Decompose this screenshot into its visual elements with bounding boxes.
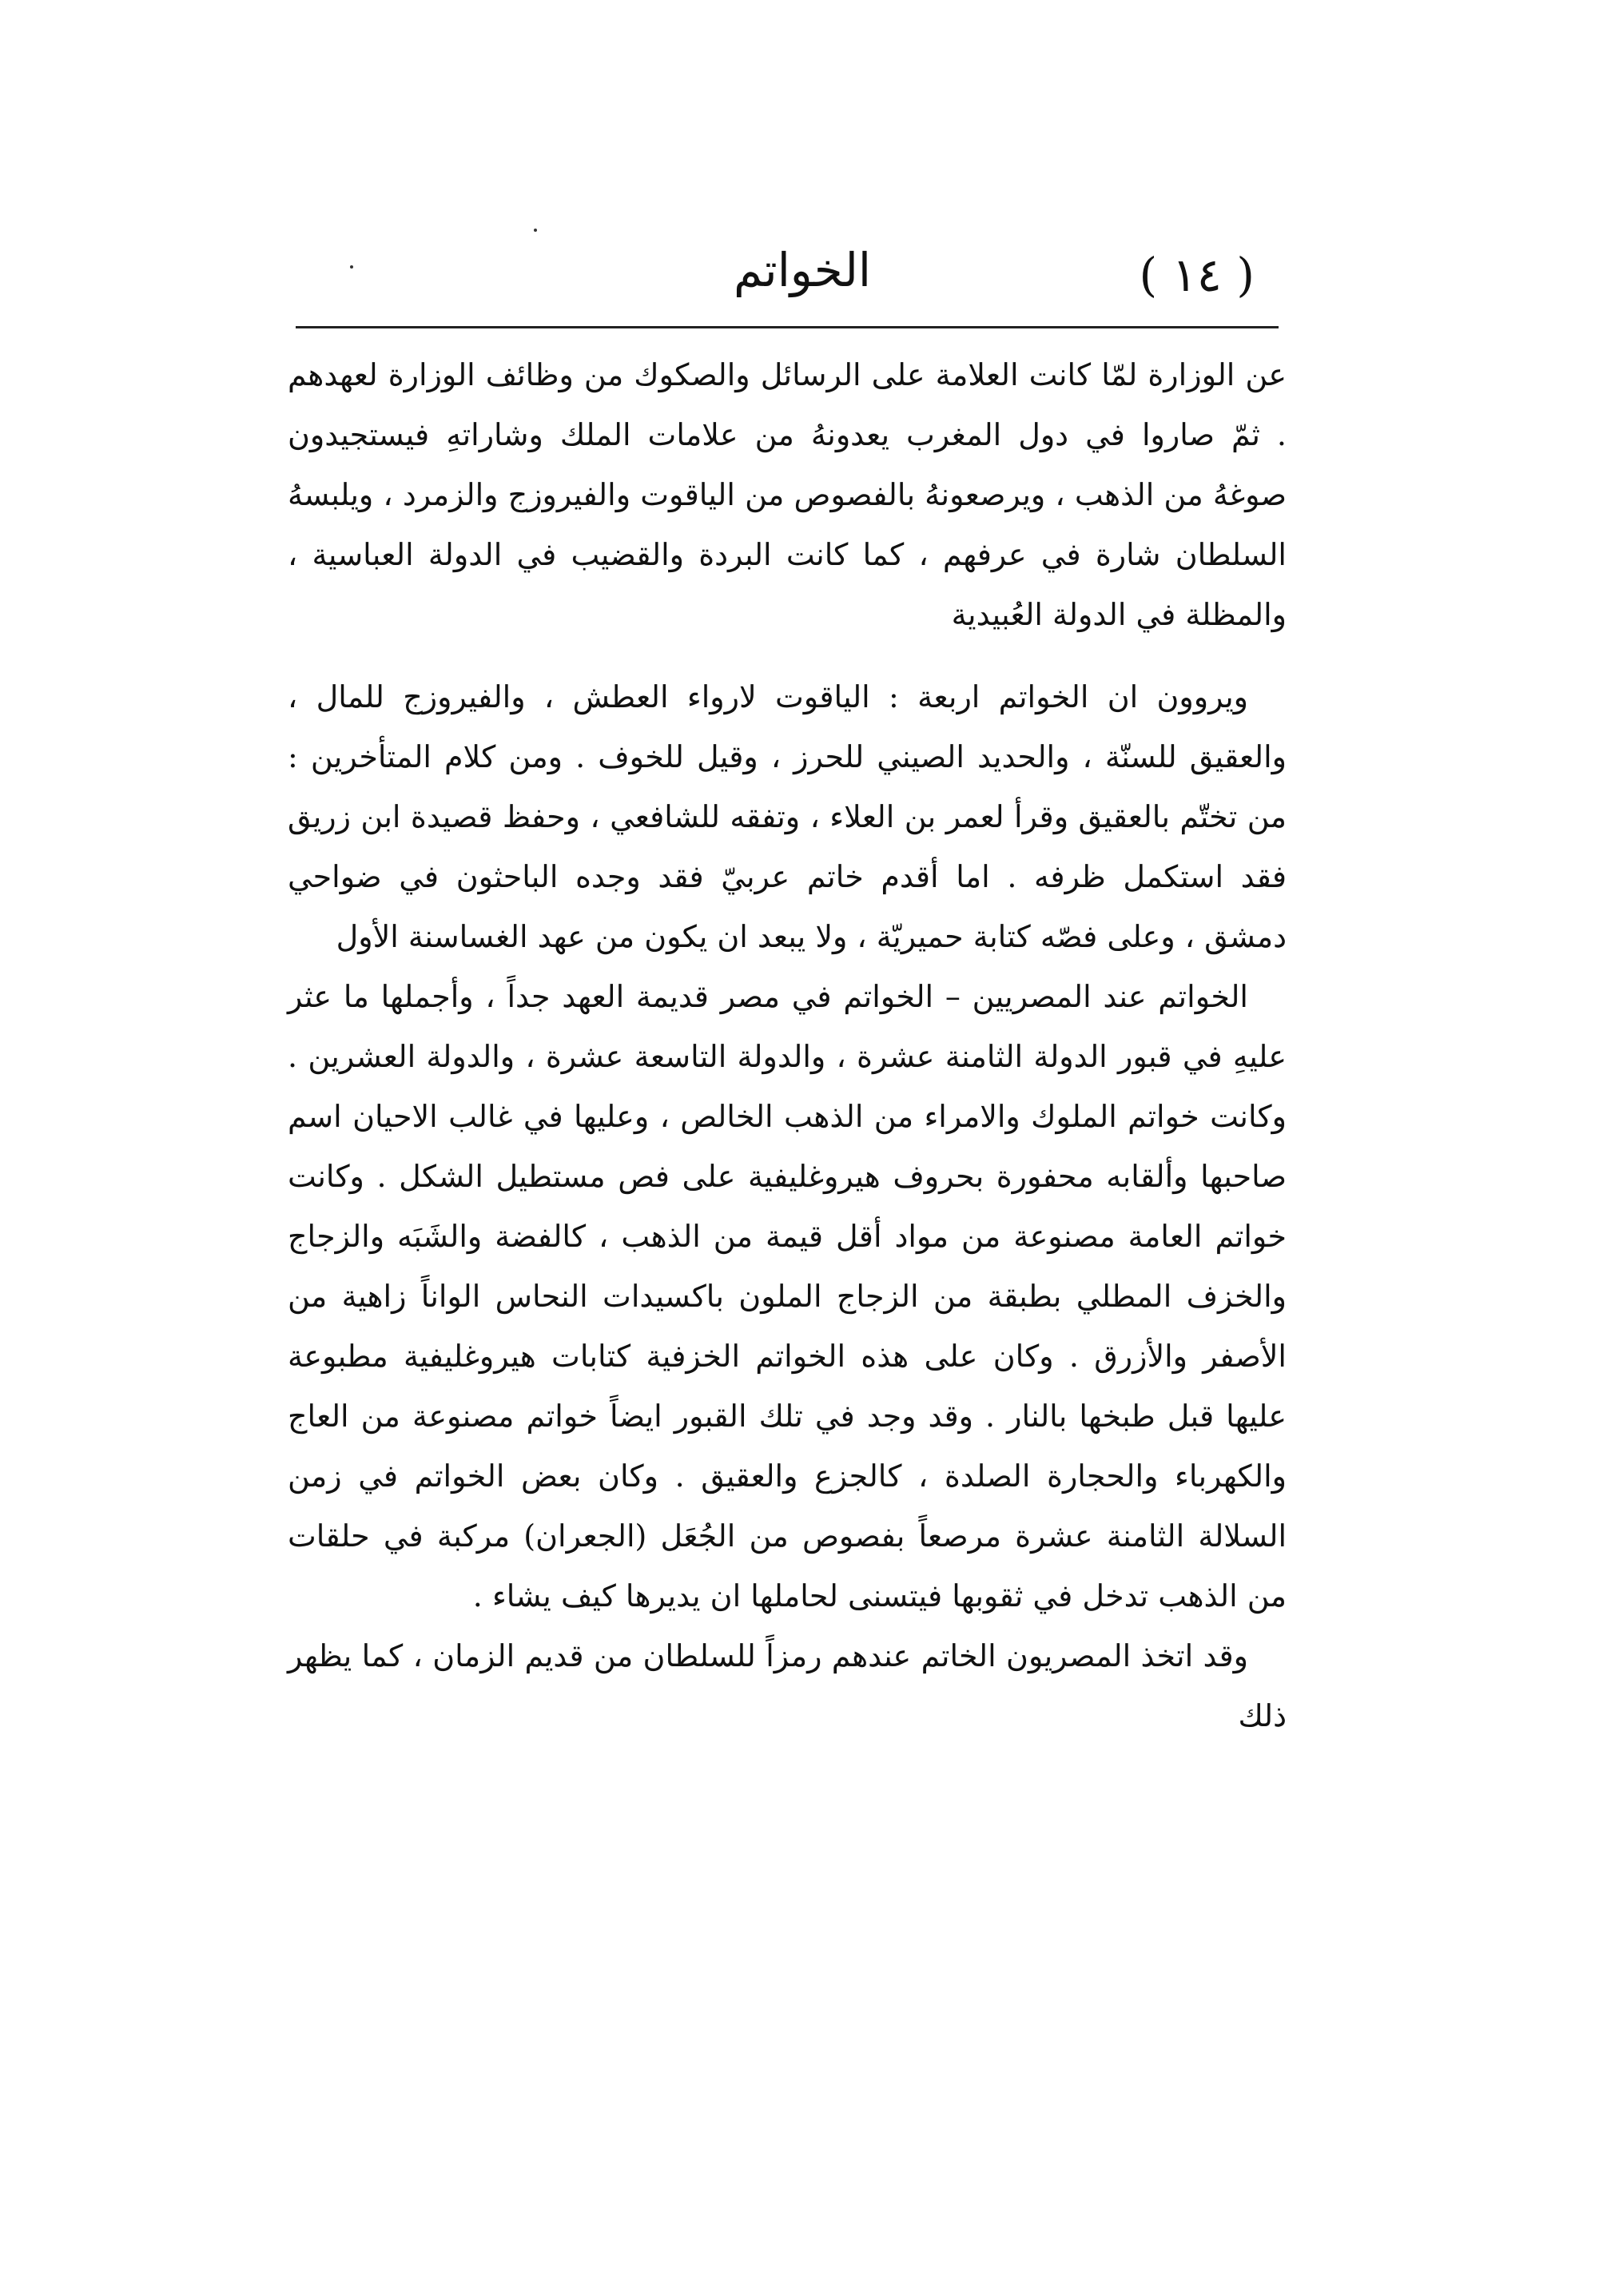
paragraph-4: وقد اتخذ المصريون الخاتم عندهم رمزاً للسلطان من قديم الزمان ، كما يظهر ذلك bbox=[288, 1638, 1287, 1733]
paragraph-2: ويروون ان الخواتم اربعة : الياقوت لارواء العطش ، والفيروزج للمال ، والعقيق للسنّة ، والحديد الصيني للحرز ، وقيل للخوف . ومن كلام المتأخرين : من تختّم بالعقيق وقرأ لعمر بن العلاء ، وتفقه للشافعي ، وحفظ قصيدة ابن زريق فقد استكمل ظرفه . اما أقدم خاتم عربيّ فقد وجده الباحثون في ضواحي دمشق ، وعلى فصّه كتابة حميريّة ، ولا يبعد ان يكون من عهد الغساسنة الأول bbox=[288, 679, 1287, 954]
scan-speck bbox=[534, 229, 537, 232]
page-header bbox=[296, 240, 1271, 324]
paragraph-1: عن الوزارة لمّا كانت العلامة على الرسائل والصكوك من وظائف الوزارة لعهدهم . ثمّ صاروا في دول المغرب يعدونهُ من علامات الملك وشاراتهِ فيستجيدون صوغهُ من الذهب ، ويرصعونهُ بالفصوص من الياقوت والفيروزج والزمرد ، ويلبسهُ السلطان شارة في عرفهم ، كما كانت البردة والقضيب في الدولة العباسية ، والمظلة في الدولة العُبيدية bbox=[288, 357, 1287, 632]
header-divider bbox=[296, 326, 1279, 328]
body-text bbox=[288, 345, 1287, 1746]
paragraph-3: الخواتم عند المصريين – الخواتم في مصر قديمة العهد جداً ، وأجملها ما عثر عليهِ في قبور الدولة الثامنة عشرة ، والدولة التاسعة عشرة ، والدولة العشرين . وكانت خواتم الملوك والامراء من الذهب الخالص ، وعليها في غالب الاحيان اسم صاحبها وألقابه محفورة بحروف هيروغليفية على فص مستطيل الشكل . وكانت خواتم العامة مصنوعة من مواد أقل قيمة من الذهب ، كالفضة والشَبَه والزجاج والخزف المطلي بطبقة من الزجاج الملون باكسيدات النحاس الواناً زاهية من الأصفر والأزرق . وكان على هذه الخواتم الخزفية كتابات هيروغليفية مطبوعة عليها قبل طبخها بالنار . وقد وجد في تلك القبور ايضاً خواتم مصنوعة من العاج والكهرباء والحجارة الصلدة ، كالجزع والعقيق . وكان بعض الخواتم في زمن السلالة الثامنة عشرة مرصعاً بفصوص من الجُعَل (الجعران) مركبة في حلقات من الذهب تدخل في ثقوبها فيتسنى لحاملها ان يديرها كيف يشاء . bbox=[288, 979, 1287, 1614]
running-title: الخواتم bbox=[733, 243, 871, 297]
page-number: ( ١٤ ) bbox=[1139, 248, 1255, 302]
